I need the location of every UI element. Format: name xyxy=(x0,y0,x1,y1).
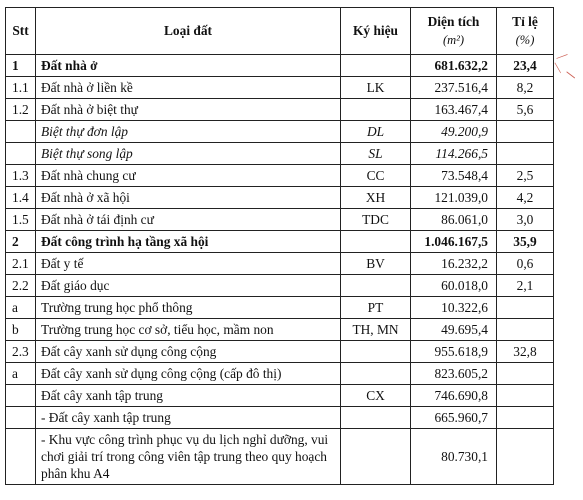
table-row xyxy=(6,385,554,407)
signature-mark: ⟋ ⟍ ∕ xyxy=(550,50,578,80)
row-percent: 0,6 xyxy=(497,253,554,275)
row-symbol: BV xyxy=(341,253,411,275)
table-row xyxy=(6,55,554,77)
row-stt xyxy=(6,143,36,165)
row-symbol: LK xyxy=(341,77,411,99)
land-use-table xyxy=(5,7,554,485)
row-stt: 2.3 xyxy=(6,341,36,363)
row-percent: 3,0 xyxy=(497,209,554,231)
table-row xyxy=(6,99,554,121)
row-percent xyxy=(497,319,554,341)
row-percent xyxy=(497,121,554,143)
row-area: 823.605,2 xyxy=(411,363,497,385)
row-area: 114.266,5 xyxy=(411,143,497,165)
row-stt xyxy=(6,407,36,429)
row-stt: 2 xyxy=(6,231,36,253)
row-land-type: Biệt thự song lập xyxy=(36,143,341,165)
row-stt: 2.1 xyxy=(6,253,36,275)
row-land-type: Đất nhà ở liền kề xyxy=(36,77,341,99)
row-area: 665.960,7 xyxy=(411,407,497,429)
row-symbol xyxy=(341,231,411,253)
row-symbol: XH xyxy=(341,187,411,209)
row-symbol xyxy=(341,55,411,77)
row-symbol: DL xyxy=(341,121,411,143)
table-row xyxy=(6,143,554,165)
row-stt: 1 xyxy=(6,55,36,77)
row-percent: 23,4 xyxy=(497,55,554,77)
table-row xyxy=(6,429,554,485)
table-row xyxy=(6,209,554,231)
row-area: 86.061,0 xyxy=(411,209,497,231)
row-stt: 1.1 xyxy=(6,77,36,99)
row-area: 121.039,0 xyxy=(411,187,497,209)
row-area: 237.516,4 xyxy=(411,77,497,99)
table-row xyxy=(6,231,554,253)
header-ti-le-unit: (%) xyxy=(515,33,535,47)
row-percent xyxy=(497,407,554,429)
row-area: 681.632,2 xyxy=(411,55,497,77)
row-stt: 2.2 xyxy=(6,275,36,297)
table-row xyxy=(6,297,554,319)
row-area: 73.548,4 xyxy=(411,165,497,187)
row-symbol xyxy=(341,429,411,485)
header-dien-tich xyxy=(411,8,497,55)
row-land-type: Đất giáo dục xyxy=(36,275,341,297)
row-stt: a xyxy=(6,297,36,319)
row-area: 163.467,4 xyxy=(411,99,497,121)
row-land-type: Biệt thự đơn lập xyxy=(36,121,341,143)
row-land-type: Đất cây xanh sử dụng công cộng (cấp đô thị) xyxy=(36,363,341,385)
row-percent xyxy=(497,297,554,319)
row-land-type: - Khu vực công trình phục vụ du lịch nghỉ dưỡng, vui chơi giải trí trong công viên tập trung theo quy hoạch phân khu A4 xyxy=(36,429,341,485)
row-land-type: Đất công trình hạ tầng xã hội xyxy=(36,231,341,253)
row-stt: 1.2 xyxy=(6,99,36,121)
table-row xyxy=(6,253,554,275)
table-row xyxy=(6,363,554,385)
row-percent: 4,2 xyxy=(497,187,554,209)
row-symbol: CX xyxy=(341,385,411,407)
row-land-type: Đất nhà ở tái định cư xyxy=(36,209,341,231)
row-percent: 35,9 xyxy=(497,231,554,253)
row-percent: 2,1 xyxy=(497,275,554,297)
row-land-type: Đất cây xanh tập trung xyxy=(36,385,341,407)
row-symbol: TDC xyxy=(341,209,411,231)
row-land-type: Trường trung học cơ sở, tiểu học, mầm non xyxy=(36,319,341,341)
row-percent: 8,2 xyxy=(497,77,554,99)
row-symbol: PT xyxy=(341,297,411,319)
row-symbol xyxy=(341,99,411,121)
row-area: 60.018,0 xyxy=(411,275,497,297)
row-land-type: Đất nhà chung cư xyxy=(36,165,341,187)
row-stt xyxy=(6,121,36,143)
header-ti-le-label: Tỉ lệ xyxy=(512,14,538,29)
header-loai-dat: Loại đất xyxy=(36,8,341,55)
table-row xyxy=(6,407,554,429)
row-percent: 5,6 xyxy=(497,99,554,121)
row-percent: 32,8 xyxy=(497,341,554,363)
row-percent: 2,5 xyxy=(497,165,554,187)
row-symbol: TH, MN xyxy=(341,319,411,341)
table-header-row xyxy=(6,8,554,55)
row-stt: 1.5 xyxy=(6,209,36,231)
row-stt xyxy=(6,385,36,407)
table-row xyxy=(6,319,554,341)
row-symbol: SL xyxy=(341,143,411,165)
header-stt: Stt xyxy=(6,8,36,55)
table-row xyxy=(6,165,554,187)
row-land-type: Đất nhà ở xyxy=(36,55,341,77)
row-area: 80.730,1 xyxy=(411,429,497,485)
row-land-type: Đất y tế xyxy=(36,253,341,275)
row-land-type: Đất cây xanh sử dụng công cộng xyxy=(36,341,341,363)
row-land-type: - Đất cây xanh tập trung xyxy=(36,407,341,429)
table-row xyxy=(6,121,554,143)
header-dien-tich-label: Diện tích xyxy=(427,14,480,29)
table-row xyxy=(6,275,554,297)
row-area: 1.046.167,5 xyxy=(411,231,497,253)
row-area: 10.322,6 xyxy=(411,297,497,319)
row-percent xyxy=(497,385,554,407)
row-symbol xyxy=(341,341,411,363)
header-dien-tich-unit: (m²) xyxy=(442,33,465,47)
row-percent xyxy=(497,429,554,485)
row-symbol xyxy=(341,363,411,385)
row-symbol: CC xyxy=(341,165,411,187)
row-stt: b xyxy=(6,319,36,341)
row-area: 16.232,2 xyxy=(411,253,497,275)
header-ti-le xyxy=(497,8,554,55)
table-row xyxy=(6,77,554,99)
row-stt: a xyxy=(6,363,36,385)
header-ky-hieu: Ký hiệu xyxy=(341,8,411,55)
table-row xyxy=(6,341,554,363)
row-area: 955.618,9 xyxy=(411,341,497,363)
row-land-type: Đất nhà ở biệt thự xyxy=(36,99,341,121)
row-stt: 1.3 xyxy=(6,165,36,187)
row-stt xyxy=(6,429,36,485)
row-land-type: Đất nhà ở xã hội xyxy=(36,187,341,209)
row-land-type: Trường trung học phổ thông xyxy=(36,297,341,319)
row-symbol xyxy=(341,275,411,297)
row-area: 49.200,9 xyxy=(411,121,497,143)
row-area: 746.690,8 xyxy=(411,385,497,407)
row-percent xyxy=(497,143,554,165)
row-percent xyxy=(497,363,554,385)
row-stt: 1.4 xyxy=(6,187,36,209)
row-symbol xyxy=(341,407,411,429)
table-row xyxy=(6,187,554,209)
row-area: 49.695,4 xyxy=(411,319,497,341)
